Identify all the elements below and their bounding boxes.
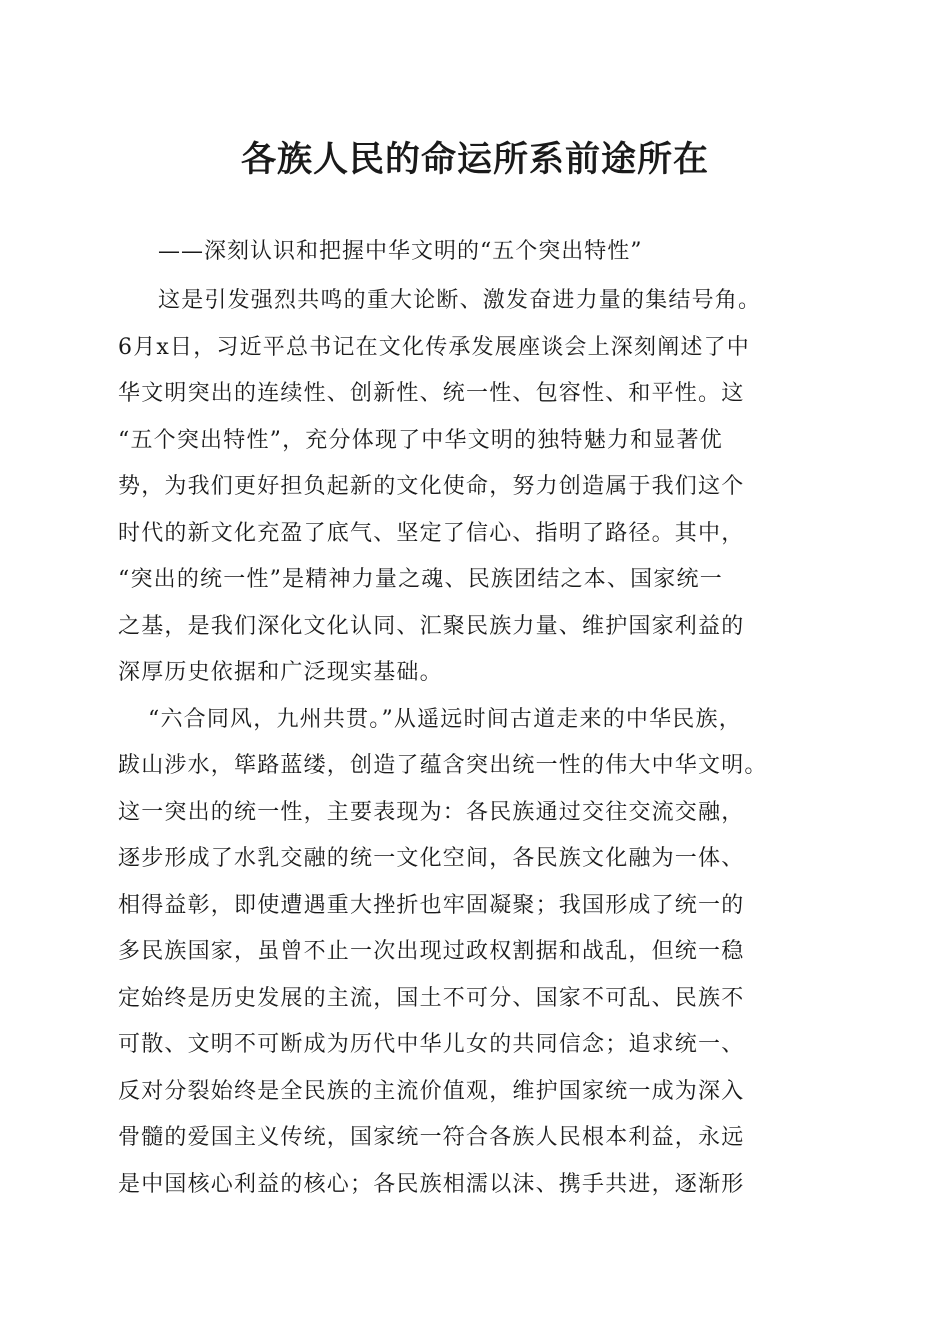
text-line: 可散、文明不可断成为历代中华儿女的共同信念；追求统一、	[118, 1032, 745, 1057]
text-line: 跋山涉水，筚路蓝缕，创造了蕴含突出统一性的伟大中华文明。	[118, 753, 768, 778]
text-line: 势，为我们更好担负起新的文化使命，努力创造属于我们这个	[118, 474, 745, 499]
paragraph-2	[118, 697, 838, 1209]
text-line: 深厚历史依据和广泛现实基础。	[118, 660, 443, 685]
document-title: 各族人民的命运所系前途所在	[240, 139, 709, 180]
text-line: 这是引发强烈共鸣的重大论断、激发奋进力量的集结号角。	[158, 288, 762, 313]
text-line: 是中国核心利益的核心；各民族相濡以沫、携手共进，逐渐形	[118, 1171, 745, 1197]
text-line: 相得益彰，即使遭遇重大挫折也牢固凝聚；我国形成了统一的	[118, 892, 745, 918]
paragraph-1	[118, 278, 838, 697]
text-line: “六合同风，九州共贯。”从遥远时间古道走来的中华民族，	[148, 706, 742, 732]
text-line: 骨髓的爱国主义传统，国家统一符合各族人民根本利益，永远	[118, 1125, 745, 1150]
document-body	[118, 278, 838, 1208]
document-subtitle: ——深刻认识和把握中华文明的“五个突出特性”	[158, 239, 643, 264]
text-line: 华文明突出的连续性、创新性、统一性、包容性、和平性。这	[118, 381, 745, 406]
text-line: 定始终是历史发展的主流，国土不可分、国家不可乱、民族不	[118, 985, 745, 1011]
text-line: 反对分裂始终是全民族的主流价值观，维护国家统一成为深入	[118, 1078, 745, 1104]
text-line: “五个突出特性”，充分体现了中华文明的独特魅力和显著优	[118, 427, 723, 453]
text-line: 逐步形成了水乳交融的统一文化空间，各民族文化融为一体、	[118, 846, 745, 871]
text-line: 这一突出的统一性，主要表现为：各民族通过交往交流交融，	[118, 799, 745, 825]
text-line: 之基，是我们深化文化认同、汇聚民族力量、维护国家利益的	[118, 613, 745, 639]
text-line: 多民族国家，虽曾不止一次出现过政权割据和战乱，但统一稳	[118, 939, 745, 964]
text-line: 6月x日，习近平总书记在文化传承发展座谈会上深刻阐述了中	[118, 334, 751, 360]
text-line: 时代的新文化充盈了底气、坚定了信心、指明了路径。其中，	[118, 520, 745, 546]
text-line: “突出的统一性”是精神力量之魂、民族团结之本、国家统一	[118, 567, 723, 592]
